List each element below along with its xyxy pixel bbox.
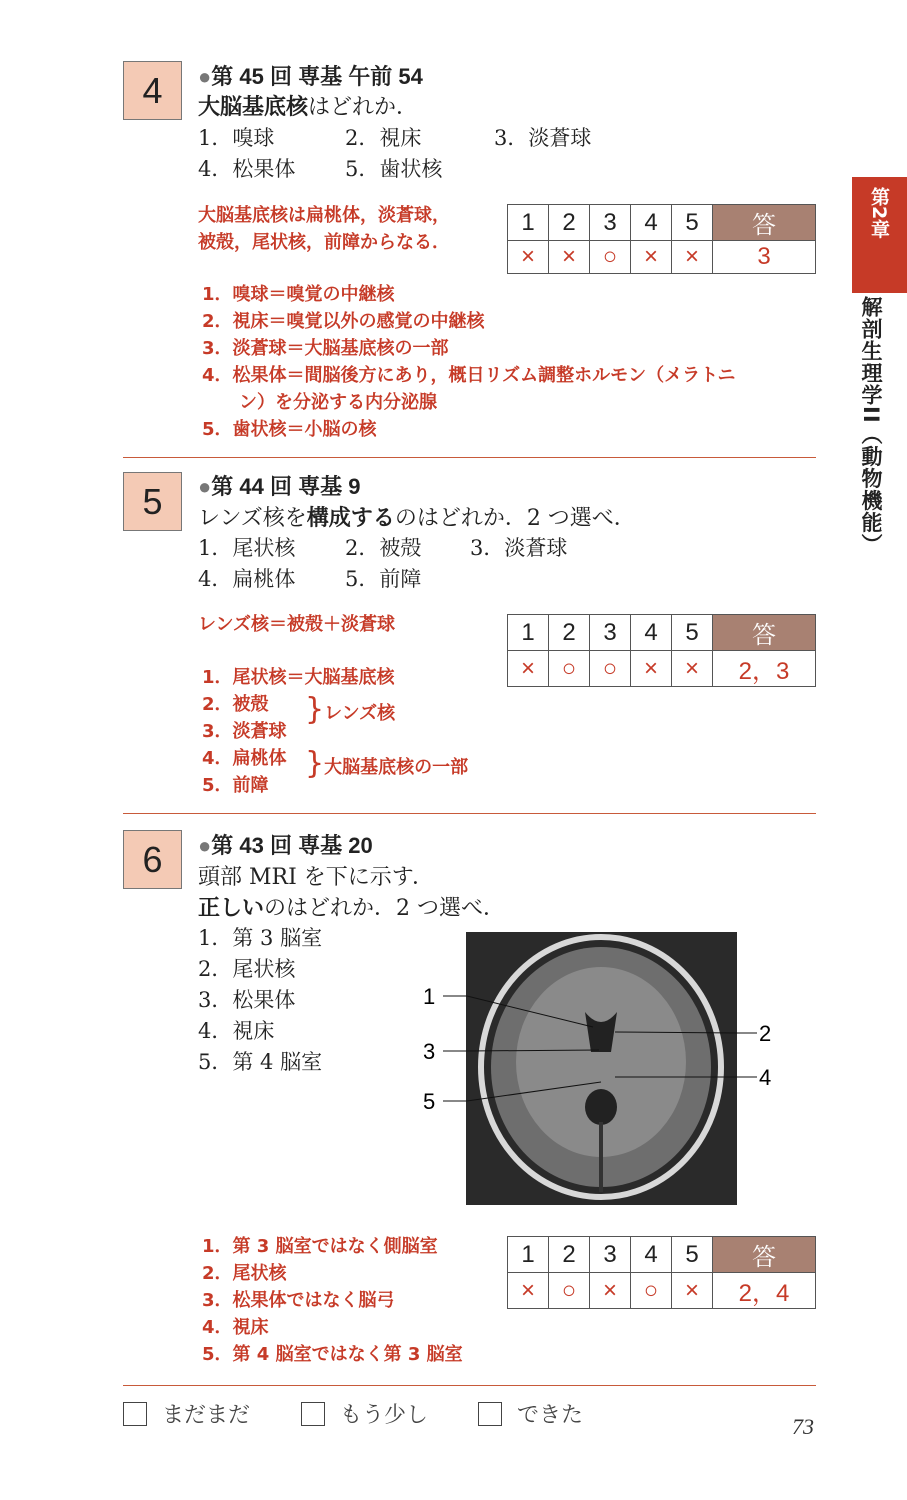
checkbox-label: もう少し (340, 1403, 429, 1428)
summary: 大脳基底核は扁桃体，淡蒼球， 被殻，尾状核，前障からなる． (198, 205, 450, 253)
option: 2．被殻 (345, 536, 422, 560)
option: 5．第 4 脳室 (198, 1050, 323, 1074)
checkbox-label: まだまだ (162, 1403, 251, 1428)
answer-value: 3 (713, 241, 816, 274)
chapter-tab: 第2章 (852, 177, 907, 293)
question-source: ●第 43 回 専基 20 (198, 833, 373, 858)
option: 5．前障 (345, 567, 422, 591)
option: 3．松果体 (198, 988, 296, 1012)
figure-label: 1 (423, 984, 436, 1009)
checkbox-dekita[interactable] (478, 1402, 502, 1426)
option: 5．歯状核 (345, 157, 443, 181)
chapter-title: 解剖生理学II（動物機能） (859, 296, 883, 556)
group-label: }レンズ核 (305, 692, 396, 727)
figure-label: 5 (423, 1089, 436, 1114)
option: 3．淡蒼球 (494, 126, 592, 150)
figure-label: 3 (423, 1039, 436, 1064)
question-stem-line1: 頭部 MRI を下に示す． (198, 865, 435, 890)
option: 4．扁桃体 (198, 567, 296, 591)
checkbox-mousukoshi[interactable] (301, 1402, 325, 1426)
explanations: 1．嗅球＝嗅覚の中継核 2．視床＝嗅覚以外の感覚の中継核 3．淡蒼球＝大脳基底核の一部 4．松果体＝間脳後方にあり，概日リズム調整ホルモン（メラトニ ン）を分泌する内分泌腺 5．歯状核＝小脳の核 (202, 284, 736, 440)
option: 3．淡蒼球 (470, 536, 568, 560)
answer-value: 2，4 (713, 1273, 816, 1309)
figure-label: 2 (759, 1021, 772, 1046)
option: 1．第 3 脳室 (198, 926, 323, 950)
option: 1．尾状核 (198, 536, 296, 560)
divider (123, 813, 816, 814)
option: 4．松果体 (198, 157, 296, 181)
divider (123, 457, 816, 458)
divider (123, 1385, 816, 1386)
question-number: 5 (123, 472, 182, 531)
figure-label: 4 (759, 1065, 772, 1090)
question-number: 4 (123, 61, 182, 120)
question-stem: 正しいのはどれか．2 つ選べ． (198, 896, 506, 921)
option: 1．嗅球 (198, 126, 275, 150)
explanations: 1．尾状核＝大脳基底核 2．被殻 3．淡蒼球 4．扁桃体 5．前障 (202, 667, 395, 796)
answer-table: 1 2 3 4 5 答 × ○ ○ × × 2，3 (507, 614, 816, 687)
answer-value: 2，3 (713, 651, 816, 687)
mri-figure (415, 932, 775, 1207)
explanations: 1．第 3 脳室ではなく側脳室 2．尾状核 3．松果体ではなく脳弓 4．視床 5．第 4 脳室ではなく第 3 脳室 (202, 1236, 463, 1365)
question-stem: レンズ核を構成するのはどれか．2 つ選べ． (198, 506, 636, 531)
group-label: }大脳基底核の一部 (305, 746, 469, 781)
question-stem: 大脳基底核はどれか． (198, 95, 419, 120)
option: 2．視床 (345, 126, 422, 150)
checkbox-label: できた (517, 1403, 584, 1428)
summary: レンズ核＝被殻＋淡蒼球 (198, 614, 396, 635)
question-source: ●第 45 回 専基 午前 54 (198, 64, 423, 89)
question-source: ●第 44 回 専基 9 (198, 474, 361, 499)
question-number: 6 (123, 830, 182, 889)
option: 2．尾状核 (198, 957, 296, 981)
answer-table: 1 2 3 4 5 答 × ○ × ○ × 2，4 (507, 1236, 816, 1309)
option: 4．視床 (198, 1019, 275, 1043)
page-number: 73 (792, 1414, 814, 1439)
checkbox-madamada[interactable] (123, 1402, 147, 1426)
answer-table: 1 2 3 4 5 答 × × ○ × × 3 (507, 204, 816, 274)
